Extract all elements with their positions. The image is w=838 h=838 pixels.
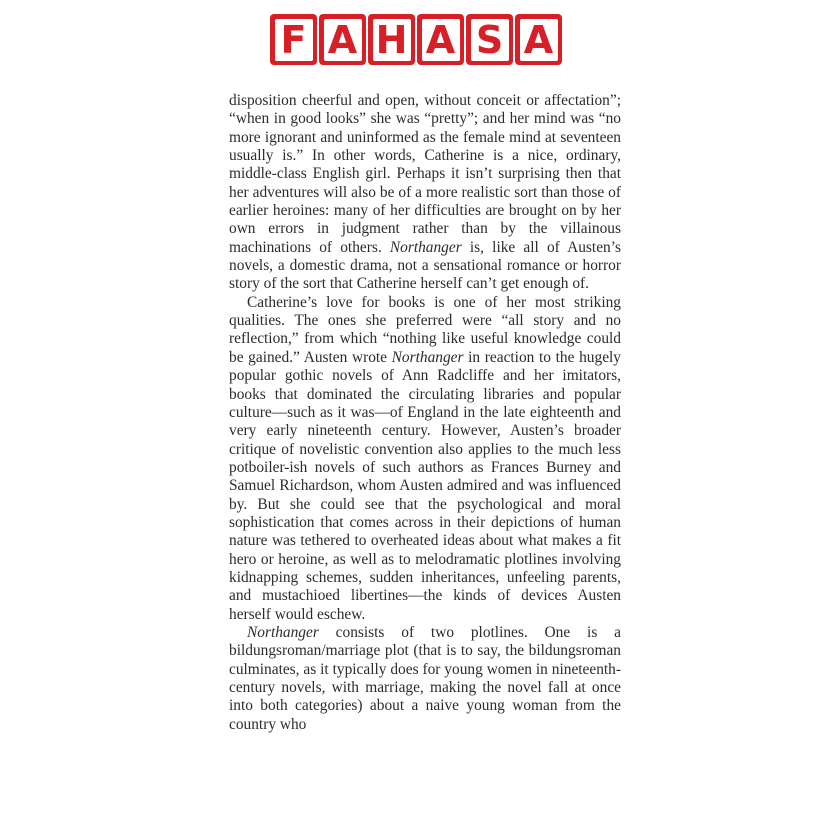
logo-tile [466, 14, 513, 65]
logo-tile [319, 14, 366, 65]
logo-tile [515, 14, 562, 65]
paragraph-2 [229, 294, 621, 624]
text-run: consists of two plotlines. One is a bildungsroman/marriage plot (that is to say, the bildungsroman culminates, as it typically does for young women in nineteenth-century novels, with marriage, making the novel fall at once into both categories) about a naive young woman from the country who [229, 623, 621, 733]
text-run: is, like all of Austen’s novels, a domestic drama, not a sensational romance or horror story of the sort that Catherine herself can’t get enough of. [229, 238, 621, 293]
text-run: in reaction to the hugely popular gothic novels of Ann Radcliffe and her imitators, books that dominated the circulating libraries and popular culture—such as it was—of England in the late eighteenth and very early nineteenth century. However, Austen’s broader critique of novelistic convention also applies to the much less potboiler-ish novels of such authors as Frances Burney and Samuel Richardson, whom Austen admired and was influenced by. But she could see that the psychological and moral sophistication that comes across in their depictions of human nature was tethered to overheated ideas about what makes a fit hero or heroine, as well as to melodramatic plotlines involving kidnapping schemes, sudden inheritances, unfeeling parents, and mustachioed libertines—the kinds of devices Austen herself would eschew. [229, 348, 621, 623]
logo-letter: A [520, 19, 558, 61]
paragraph-1 [229, 92, 621, 294]
text-run: disposition cheerful and open, without conceit or affectation”; “when in good looks” she was “pretty”; and her mind was “no more ignorant and uninformed as the female mind at seventeen usually is.” In other words, Catherine is a nice, ordinary, middle-class English girl. Perhaps it isn’t surprising then that her adventures will also be of a more realistic sort than those of earlier heroines: many of her difficulties are brought on by her own errors in judgment rather than by the villainous machinations of others. [229, 92, 621, 256]
logo-letter: S [471, 19, 509, 61]
book-page-text [229, 92, 621, 734]
book-title-italic: Northanger [391, 348, 464, 366]
logo-letter: F [275, 19, 313, 61]
paragraph-3 [229, 624, 621, 734]
logo-letter: A [324, 19, 362, 61]
book-title-italic: Northanger [389, 238, 462, 256]
logo-tile [368, 14, 415, 65]
logo-letter: A [422, 19, 460, 61]
logo-tile [270, 14, 317, 65]
logo-letter: H [373, 19, 411, 61]
fahasa-logo [270, 14, 562, 65]
logo-tile [417, 14, 464, 65]
book-title-italic: Northanger [247, 623, 319, 641]
text-run: Catherine’s love for books is one of her most striking qualities. The ones she preferred were “all story and no reflection,” from which “nothing like useful knowledge could be gained.” Austen wrote [229, 293, 621, 366]
